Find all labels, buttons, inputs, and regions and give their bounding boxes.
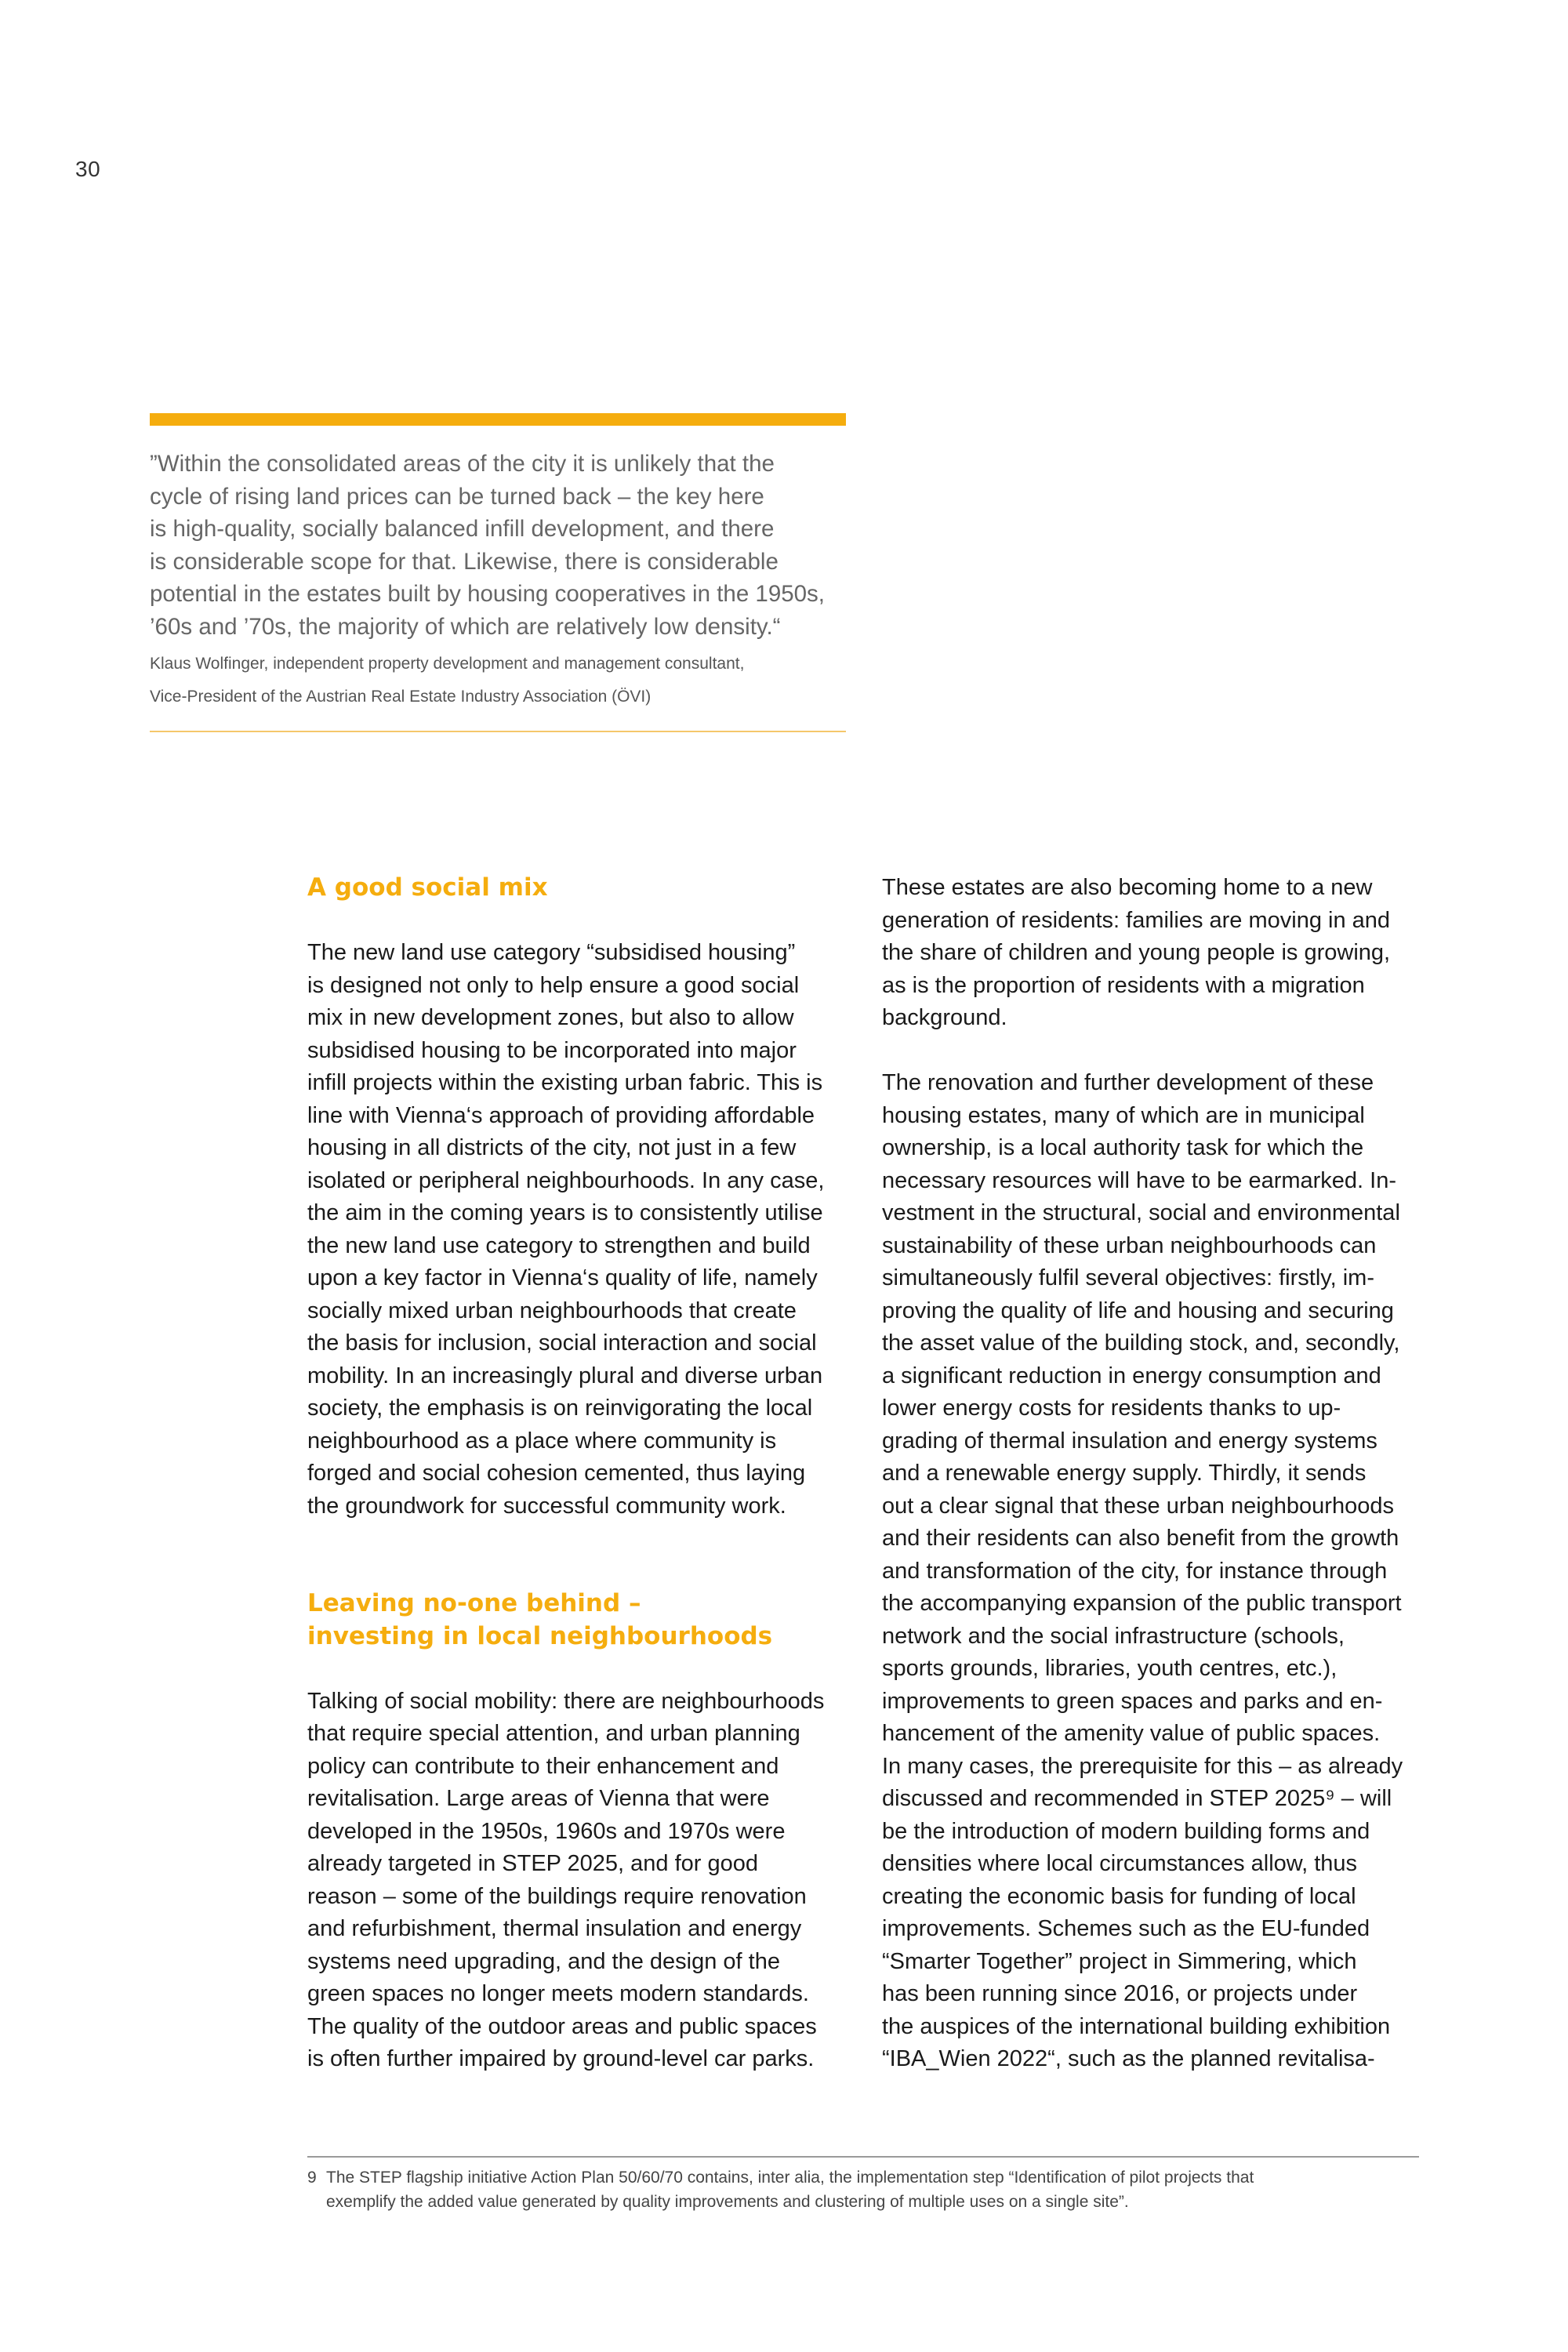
text-line: densities where local circumstances allow, thus (882, 1851, 1358, 1876)
text-line: and their residents can also benefit from the growth (882, 1526, 1399, 1551)
text-line: and refurbishment, thermal insulation and energy (307, 1916, 802, 1941)
text-line: Talking of social mobility: there are neighbourhoods (307, 1688, 825, 1714)
text-line: the groundwork for successful community work. (307, 1493, 786, 1519)
quote-line: ’60s and ’70s, the majority of which are relatively low density.“ (150, 613, 781, 640)
text-line: These estates are also becoming home to a new (882, 875, 1373, 900)
text-line: the accompanying expansion of the public transport (882, 1591, 1402, 1616)
quote-text (150, 448, 846, 643)
text-line: In many cases, the prerequisite for this – as already (882, 1753, 1403, 1779)
text-line: vestment in the structural, social and environmental (882, 1200, 1400, 1225)
text-line: be the introduction of modern building forms and (882, 1818, 1370, 1844)
section-heading-social-mix (307, 872, 856, 905)
footnote-line: exemplify the added value generated by quality improvements and clustering of multiple uses on a single site”. (326, 2193, 1129, 2211)
text-line: green spaces no longer meets modern standards. (307, 1981, 809, 2006)
text-line: the basis for inclusion, social interaction and social (307, 1330, 817, 1356)
text-line: as is the proportion of residents with a migration (882, 972, 1365, 998)
left-column (307, 872, 856, 2076)
text-line: forged and social cohesion cemented, thus laying (307, 1461, 806, 1486)
text-line: and a renewable energy supply. Thirdly, it sends (882, 1461, 1367, 1486)
footnote-text (326, 2165, 1419, 2214)
text-line: “IBA_Wien 2022“, such as the planned revitalisa- (882, 2046, 1375, 2071)
text-line: isolated or peripheral neighbourhoods. In any case, (307, 1167, 825, 1193)
text-line: society, the emphasis is on reinvigorating the local (307, 1396, 813, 1421)
text-line: lower energy costs for residents thanks to up- (882, 1396, 1341, 1421)
quote-line: is considerable scope for that. Likewise, there is considerable (150, 548, 779, 575)
footnote (307, 2165, 1419, 2214)
quote-line: potential in the estates built by housing cooperatives in the 1950s, (150, 581, 825, 607)
text-line: the share of children and young people is growing, (882, 940, 1391, 965)
text-line: sustainability of these urban neighbourhoods can (882, 1232, 1377, 1258)
text-line: The quality of the outdoor areas and public spaces (307, 2013, 817, 2039)
text-line: housing estates, many of which are in municipal (882, 1102, 1365, 1128)
text-line: policy can contribute to their enhancement and (307, 1753, 779, 1779)
text-line: generation of residents: families are moving in and (882, 907, 1391, 933)
text-line: upon a key factor in Vienna‘s quality of life, namely (307, 1265, 818, 1290)
text-line: the asset value of the building stock, and, secondly, (882, 1330, 1400, 1356)
text-line: ownership, is a local authority task for which the (882, 1135, 1364, 1160)
text-line: improvements to green spaces and parks and en- (882, 1688, 1383, 1714)
text-line: out a clear signal that these urban neighbourhoods (882, 1493, 1394, 1519)
text-line: sports grounds, libraries, youth centres, etc.), (882, 1656, 1338, 1681)
footnote-divider (307, 2156, 1419, 2158)
text-line: improvements. Schemes such as the EU-funded (882, 1916, 1370, 1941)
text-line: line with Vienna‘s approach of providing affordable (307, 1102, 815, 1128)
text-line: background. (882, 1005, 1007, 1030)
paragraph-social-mix (307, 937, 856, 1523)
text-line: reason – some of the buildings require renovation (307, 1883, 807, 1909)
text-line: mix in new development zones, but also to allow (307, 1005, 794, 1030)
text-line: the auspices of the international building exhibition (882, 2013, 1391, 2039)
text-line: The new land use category “subsidised housing” (307, 940, 796, 965)
text-line: a significant reduction in energy consumption and (882, 1363, 1381, 1388)
text-line: already targeted in STEP 2025, and for good (307, 1851, 759, 1876)
text-line: infill projects within the existing urban fabric. This is (307, 1070, 823, 1095)
right-column (882, 872, 1431, 2076)
text-line: necessary resources will have to be earmarked. In- (882, 1167, 1397, 1193)
heading-line: A good social mix (307, 873, 548, 902)
text-line: “Smarter Together” project in Simmering, which (882, 1948, 1357, 1974)
text-line: housing in all districts of the city, not just in a few (307, 1135, 797, 1160)
heading-line: investing in local neighbourhoods (307, 1621, 773, 1650)
paragraph-neighbourhoods (307, 1686, 856, 2076)
page-number: 30 (75, 157, 101, 181)
text-line: simultaneously fulfil several objectives: firstly, im- (882, 1265, 1374, 1290)
paragraph-new-residents (882, 872, 1431, 1035)
text-line: has been running since 2016, or projects under (882, 1981, 1358, 2006)
text-line: revitalisation. Large areas of Vienna that were (307, 1786, 770, 1811)
quote-attribution (150, 648, 846, 713)
text-line: mobility. In an increasingly plural and diverse urban (307, 1363, 823, 1388)
text-line: hancement of the amenity value of public spaces. (882, 1721, 1381, 1746)
text-line: creating the economic basis for funding of local (882, 1883, 1356, 1909)
footnote-number: 9 (307, 2169, 317, 2187)
text-line: discussed and recommended in STEP 2025⁹ – will (882, 1786, 1392, 1811)
heading-line: Leaving no-one behind – (307, 1589, 641, 1617)
text-line: systems need upgrading, and the design of the (307, 1948, 780, 1974)
paragraph-renovation (882, 1067, 1431, 2076)
text-line: the aim in the coming years is to consistently utilise (307, 1200, 823, 1225)
footnote-line: The STEP flagship initiative Action Plan 50/60/70 contains, inter alia, the implementation step “Identification of pilot projects that (326, 2169, 1254, 2187)
section-heading-leaving-no-one-behind (307, 1588, 856, 1653)
text-line: grading of thermal insulation and energy systems (882, 1428, 1377, 1454)
text-line: that require special attention, and urban planning (307, 1721, 800, 1746)
text-line: socially mixed urban neighbourhoods that create (307, 1298, 797, 1323)
text-line: is designed not only to help ensure a good social (307, 972, 800, 998)
quote-line: cycle of rising land prices can be turned back – the key here (150, 483, 764, 510)
text-line: proving the quality of life and housing and securing (882, 1298, 1394, 1323)
text-line: neighbourhood as a place where community is (307, 1428, 777, 1454)
text-line: is often further impaired by ground-level car parks. (307, 2046, 815, 2071)
attribution-line: Vice-President of the Austrian Real Estate Industry Association (ÖVI) (150, 688, 652, 706)
text-line: developed in the 1950s, 1960s and 1970s were (307, 1818, 786, 1844)
attribution-line: Klaus Wolfinger, independent property development and management consultant, (150, 655, 745, 673)
text-line: The renovation and further development of these (882, 1070, 1374, 1095)
quote-line: is high-quality, socially balanced infill development, and there (150, 516, 775, 542)
text-line: subsidised housing to be incorporated into major (307, 1037, 797, 1063)
pull-quote (150, 413, 846, 732)
text-line: the new land use category to strengthen and build (307, 1232, 811, 1258)
quote-bottom-rule (150, 731, 846, 732)
text-line: network and the social infrastructure (schools, (882, 1623, 1345, 1649)
text-line: and transformation of the city, for instance through (882, 1558, 1388, 1584)
quote-accent-bar (150, 413, 846, 426)
quote-line: ”Within the consolidated areas of the city it is unlikely that the (150, 451, 775, 477)
